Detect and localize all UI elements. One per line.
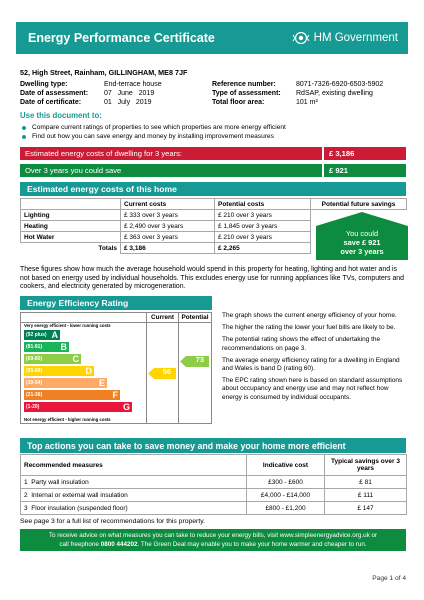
- typical-saving: £ 147: [325, 502, 407, 515]
- advice-line-1: To receive advice on what measures you can take to reduce your energy bills, visit www.simpleenergyadvice.org.uk or: [48, 532, 378, 539]
- indicative-cost: £4,000 - £14,000: [247, 489, 325, 502]
- note-text: The potential rating shows the effect of undertaking the recommendations on page 3.: [222, 336, 381, 352]
- total-current: £ 3,186: [121, 243, 215, 254]
- detail-key: Date of certificate:: [20, 99, 82, 107]
- gov-name: HM Government: [313, 32, 398, 44]
- use-bullet-list: [22, 123, 286, 141]
- detail-value: 101 m²: [296, 99, 318, 107]
- detail-row: [20, 89, 162, 98]
- gov-logo: [292, 31, 398, 45]
- measure-number: 2: [24, 491, 28, 499]
- measure-number: 3: [24, 504, 28, 512]
- table-header-row: [21, 455, 407, 476]
- note-text: The average energy efficiency rating for a dwelling in England and Wales is band D (rating 60).: [222, 356, 400, 373]
- table-header: Recommended measures: [21, 455, 247, 476]
- savings-line-3: over 3 years: [340, 247, 384, 256]
- list-item: [22, 123, 286, 132]
- cost-item: Lighting: [21, 210, 121, 221]
- note-text: The graph shows the current energy efficiency of your home.: [222, 312, 397, 319]
- detail-key: Reference number:: [212, 81, 276, 88]
- table-header: Potential future savings: [311, 199, 407, 210]
- rating-value: 56: [162, 366, 171, 376]
- table-header: Indicative cost: [247, 455, 325, 476]
- detail-value: End-terrace house: [104, 81, 162, 88]
- estimated-cost-bar: [20, 147, 406, 160]
- bullet-icon: [22, 135, 26, 139]
- detail-key: Dwelling type:: [20, 81, 68, 88]
- cost-item: Hot Water: [21, 232, 121, 243]
- table-row: [21, 502, 407, 515]
- potential-cost: £ 210 over 3 years: [215, 210, 311, 221]
- saving-label: Over 3 years you could save: [25, 166, 122, 175]
- band-letter: D: [85, 366, 92, 377]
- typical-saving: £ 111: [325, 489, 407, 502]
- page-title: Energy Performance Certificate: [28, 31, 215, 45]
- use-document-heading: Use this document to:: [20, 111, 102, 120]
- current-cost: £ 363 over 3 years: [121, 232, 215, 243]
- total-potential: £ 2,265: [215, 243, 311, 254]
- estimated-cost-value: £ 3,186: [322, 147, 406, 160]
- band-letter: E: [98, 378, 105, 389]
- savings-line-2: save £ 921: [343, 238, 381, 247]
- rating-arrow-icon: [180, 356, 209, 367]
- totals-label: Totals: [21, 243, 121, 254]
- details-left: [20, 80, 162, 108]
- see-page-note: See page 3 for a full list of recommendations for this property.: [20, 518, 205, 525]
- detail-value: RdSAP, existing dwelling: [296, 90, 373, 98]
- divider: [146, 322, 147, 423]
- potential-column-header: Potential: [178, 313, 211, 322]
- recommendations-table: [20, 454, 407, 515]
- band-range: (81-91): [26, 344, 43, 351]
- band-range: (69-80): [26, 356, 43, 363]
- current-cost: £ 2,490 over 3 years: [121, 221, 215, 232]
- potential-rating-arrow: [180, 354, 209, 365]
- savings-callout: [316, 229, 408, 256]
- table-header-row: [21, 199, 407, 210]
- note-text: The higher the rating the lower your fuel bills are likely to be.: [222, 324, 396, 332]
- bullet-text: Find out how you can save energy and money by installing improvement measures: [32, 133, 274, 140]
- measure-number: 1: [24, 478, 28, 486]
- divider: [178, 322, 179, 423]
- typical-saving: £ 81: [325, 476, 407, 489]
- current-rating-arrow: [148, 366, 176, 377]
- measure-cell: [21, 489, 247, 502]
- rating-band: [24, 378, 107, 388]
- band-range: (39-54): [26, 380, 43, 387]
- detail-row: [212, 98, 383, 107]
- table-row: [21, 489, 407, 502]
- detail-row: [20, 98, 162, 107]
- band-range: (1-20): [26, 404, 40, 411]
- rating-band: [24, 402, 132, 412]
- phone-number: 0800 444202: [100, 541, 138, 548]
- bullet-text: Compare current ratings of properties to see which properties are more energy efficient: [32, 124, 286, 131]
- detail-key: Total floor area:: [212, 99, 265, 107]
- detail-value: 01 July 2019: [104, 99, 152, 107]
- band-letter: F: [112, 390, 118, 401]
- indicative-cost: £300 - £600: [247, 476, 325, 489]
- rating-band: [24, 390, 120, 400]
- saving-value: £ 921: [322, 164, 406, 177]
- table-header: Potential costs: [215, 199, 311, 210]
- page-number: Page 1 of 4: [372, 575, 406, 582]
- list-item: [22, 132, 286, 141]
- savings-line-1: You could: [345, 229, 379, 238]
- measure-name: Floor insulation (suspended floor): [31, 504, 128, 512]
- band-range: (55-68): [26, 368, 43, 375]
- current-column-header: Current: [146, 313, 178, 322]
- note-text: The EPC rating shown here is based on standard assumptions about occupancy and energy use and may not reflect how energy is consumed by individual occupants.: [222, 377, 403, 401]
- advice-line-2: [20, 540, 406, 549]
- advice-banner: [20, 529, 406, 551]
- efficiency-heading: Energy Efficiency Rating: [20, 296, 212, 310]
- detail-value: 8071-7326-6920-6503-5902: [296, 81, 384, 88]
- inefficient-caption: Not energy efficient - higher running costs: [24, 417, 111, 422]
- measure-cell: [21, 502, 247, 515]
- rating-band: [24, 342, 69, 352]
- estimated-cost-label: Estimated energy costs of dwelling for 3 years:: [25, 149, 183, 158]
- potential-cost: £ 1,845 over 3 years: [215, 221, 311, 232]
- measure-name: Party wall insulation: [31, 478, 89, 486]
- rating-band: [24, 330, 60, 340]
- advice-text: call freephone: [59, 541, 101, 548]
- band-letter: B: [60, 342, 67, 353]
- current-cost: £ 333 over 3 years: [121, 210, 215, 221]
- table-row: [21, 476, 407, 489]
- actions-heading: Top actions you can take to save money and make your home more efficient: [20, 438, 406, 453]
- indicative-cost: £800 - £1,200: [247, 502, 325, 515]
- efficiency-chart: [20, 312, 212, 424]
- detail-value: 07 June 2019: [104, 90, 155, 98]
- cost-item: Heating: [21, 221, 121, 232]
- band-letter: A: [51, 330, 58, 341]
- detail-key: Date of assessment:: [20, 90, 89, 98]
- rating-band: [24, 354, 81, 364]
- band-range: (21-38): [26, 392, 43, 399]
- band-letter: C: [72, 354, 79, 365]
- potential-cost: £ 210 over 3 years: [215, 232, 311, 243]
- rating-value: 73: [195, 354, 204, 364]
- efficient-caption: Very energy efficient - lower running costs: [24, 323, 111, 328]
- detail-row: [20, 80, 162, 89]
- detail-key: Type of assessment:: [212, 90, 281, 98]
- table-header: Typical savings over 3 years: [325, 455, 407, 476]
- efficiency-notes: [222, 312, 408, 406]
- saving-bar: [20, 164, 406, 177]
- property-address: 52, High Street, Rainham, GILLINGHAM, ME8 7JF: [20, 68, 188, 77]
- rating-band: [24, 366, 94, 376]
- measure-cell: [21, 476, 247, 489]
- detail-row: [212, 89, 383, 98]
- table-header: [21, 199, 121, 210]
- costs-explanation: These figures show how much the average household would spend in this property for heating, lighting and hot water and is not based on energy used by individual households. This excludes energy use for running appliances like TVs, computers and cookers, and electricity generated by microgeneration.: [20, 266, 404, 291]
- detail-row: [212, 80, 383, 89]
- table-header: Current costs: [121, 199, 215, 210]
- header-banner: [16, 22, 408, 54]
- band-letter: G: [122, 402, 130, 413]
- details-right: [212, 80, 383, 108]
- measure-name: Internal or external wall insulation: [31, 491, 128, 499]
- advice-text: . The Green Deal may enable you to make your home warmer and cheaper to run.: [137, 541, 367, 548]
- bullet-icon: [22, 126, 26, 130]
- costs-section-heading: Estimated energy costs of this home: [20, 182, 406, 196]
- band-range: (92 plus): [26, 332, 47, 339]
- crest-icon: [292, 31, 310, 45]
